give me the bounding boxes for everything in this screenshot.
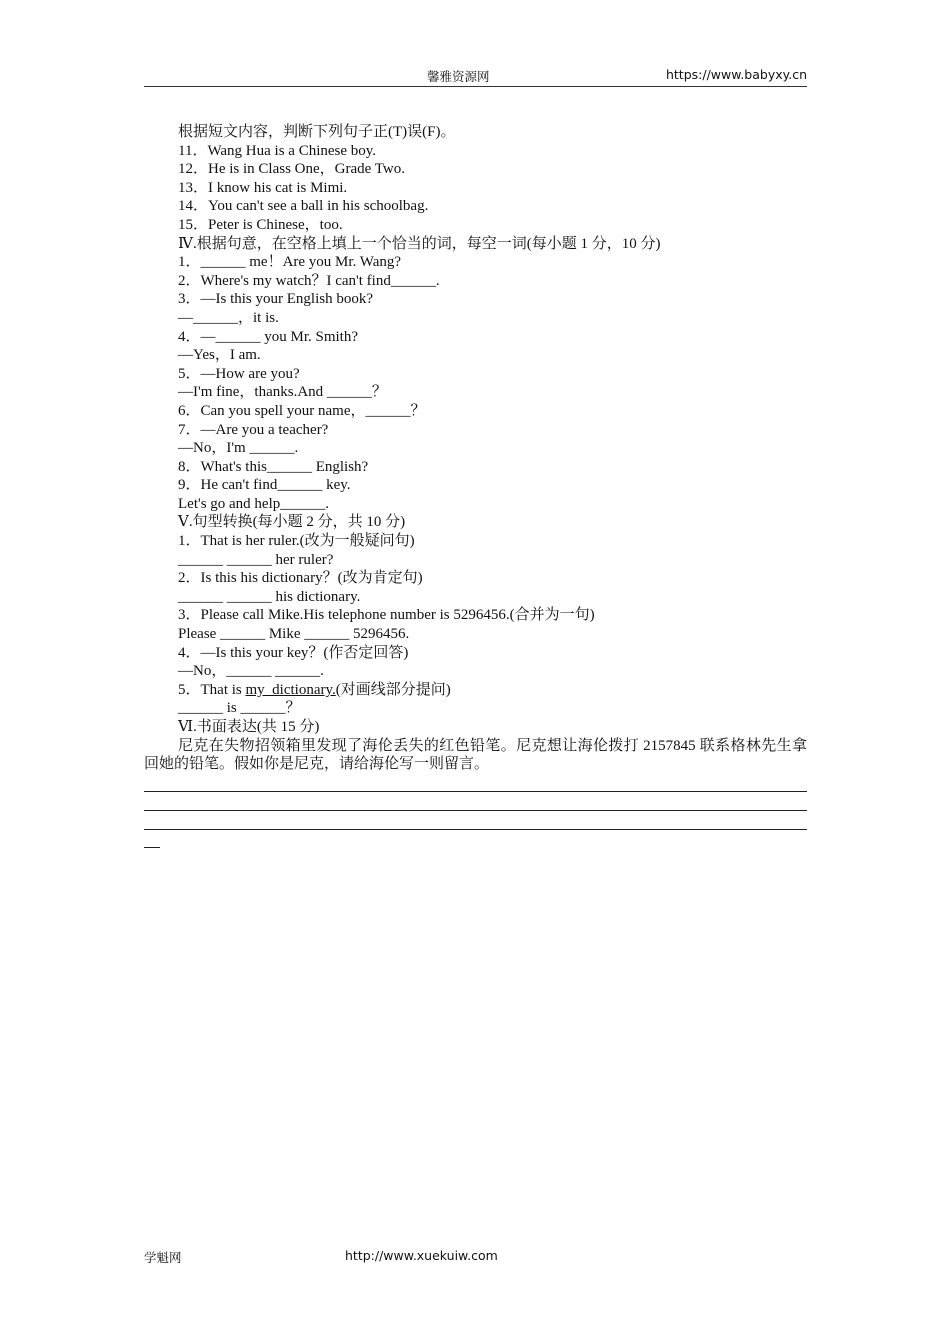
footer-url: http://www.xuekuiw.com bbox=[345, 1248, 498, 1263]
underlined-phrase: my dictionary. bbox=[245, 681, 336, 698]
question-line: 1．______ me！Are you Mr. Wang? bbox=[178, 254, 402, 271]
header-site-name: 馨雅资源网 bbox=[427, 69, 490, 84]
instruction-line: 根据短文内容，判断下列句子正(T)误(F)。 bbox=[178, 124, 456, 140]
worksheet-content bbox=[144, 123, 807, 848]
answer-line: Please ______ Mike ______ 5296456. bbox=[178, 626, 410, 643]
question-line: 2．Where's my watch？I can't find______. bbox=[178, 272, 440, 289]
writing-line[interactable] bbox=[144, 774, 807, 793]
question-line-5 bbox=[144, 681, 807, 700]
writing-line[interactable] bbox=[144, 792, 807, 811]
answer-line: —No，______ ______. bbox=[178, 663, 324, 680]
q5-suffix: (对画线部分提问) bbox=[335, 681, 451, 698]
writing-prompt: 尼克在失物招领箱里发现了海伦丢失的红色铅笔。尼克想让海伦拨打 2157845 联系格林先生拿回她的铅笔。假如你是尼克，请给海伦写一则留言。 bbox=[144, 737, 807, 773]
question-line: —Yes，I am. bbox=[178, 347, 261, 364]
question-line: 6．Can you spell your name，______？ bbox=[178, 402, 426, 419]
question-line: 5．—How are you? bbox=[178, 365, 300, 382]
question-line: 9．He can't find______ key. bbox=[178, 477, 351, 494]
header-url: https://www.babyxy.cn bbox=[665, 67, 807, 82]
question-line: 3．—Is this your English book? bbox=[178, 291, 373, 308]
question-line: 7．—Are you a teacher? bbox=[178, 421, 329, 438]
footer-site-name: 学魁网 bbox=[144, 1250, 182, 1265]
writing-line-end bbox=[144, 830, 160, 849]
question-line: 15．Peter is Chinese，too. bbox=[178, 216, 343, 233]
writing-line[interactable] bbox=[144, 811, 807, 830]
answer-line: ______ is ______？ bbox=[178, 700, 301, 717]
section-heading-6: Ⅵ.书面表达(共 15 分) bbox=[178, 719, 320, 735]
page-header bbox=[144, 64, 807, 87]
question-line: —______，it is. bbox=[178, 309, 279, 326]
answer-line: ______ ______ his dictionary. bbox=[178, 588, 361, 605]
question-line: 2．Is this his dictionary？(改为肯定句) bbox=[178, 570, 423, 587]
question-line: Let's go and help______. bbox=[178, 495, 330, 512]
question-line: 14．You can't see a ball in his schoolbag. bbox=[178, 198, 429, 215]
question-line: 12．He is in Class One，Grade Two. bbox=[178, 161, 405, 178]
question-line: 4．—______ you Mr. Smith? bbox=[178, 328, 359, 345]
question-line: 8．What's this______ English? bbox=[178, 458, 369, 475]
question-line: 4．—Is this your key？(作否定回答) bbox=[178, 644, 409, 661]
question-line: —I'm fine，thanks.And ______？ bbox=[178, 384, 387, 401]
question-line: 11．Wang Hua is a Chinese boy. bbox=[178, 142, 377, 159]
question-line: 13．I know his cat is Mimi. bbox=[178, 179, 348, 196]
question-line: 1．That is her ruler.(改为一般疑问句) bbox=[178, 533, 415, 550]
question-line: 3．Please call Mike.His telephone number is 5296456.(合并为一句) bbox=[178, 607, 595, 624]
question-line: —No，I'm ______. bbox=[178, 440, 299, 457]
section-heading-4: Ⅳ.根据句意，在空格上填上一个恰当的词，每空一词(每小题 1 分，10 分) bbox=[178, 235, 661, 252]
section-heading-5: Ⅴ.句型转换(每小题 2 分，共 10 分) bbox=[178, 514, 406, 531]
q5-prefix: 5．That is bbox=[178, 681, 246, 698]
answer-line: ______ ______ her ruler? bbox=[178, 551, 334, 568]
